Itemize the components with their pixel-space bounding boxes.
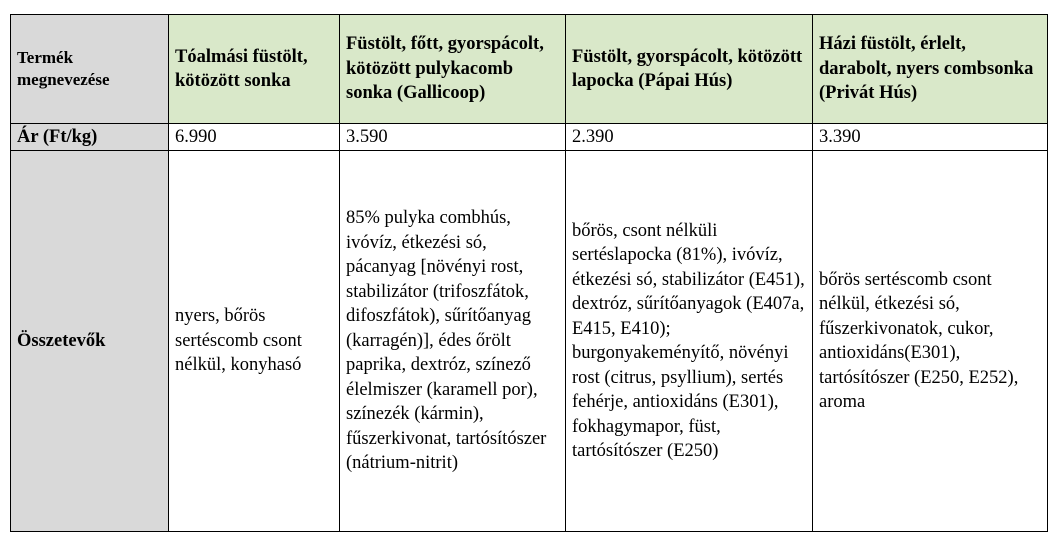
product-comparison-table bbox=[10, 14, 1048, 532]
ingredients-row bbox=[11, 151, 1048, 532]
price-value-1: 6.990 bbox=[169, 124, 340, 151]
ingredients-value-1: nyers, bőrös sertéscomb csont nélkül, konyhasó bbox=[169, 151, 340, 532]
price-value-4: 3.390 bbox=[813, 124, 1048, 151]
ingredients-value-3: bőrös, csont nélküli sertéslapocka (81%), ivóvíz, étkezési só, stabilizátor (E451), dextróz, sűrítőanyagok (E407a, E415, E410); burgonyakeményítő, növényi rost (citrus, psyllium), sertés fehérje, antioxidáns (E301), fokhagymapor, füst, tartósítószer (E250) bbox=[566, 151, 813, 532]
ingredients-value-2: 85% pulyka combhús, ivóvíz, étkezési só, pácanyag [növényi rost, stabilizátor (trifoszfátok, difoszfátok), sűrítőanyag (karragén)], édes őrölt paprika, dextróz, színező élelmiszer (karamell por), színezék (kármin), fűszerkivonat, tartósítószer (nátrium-nitrit) bbox=[340, 151, 566, 532]
ingredients-value-4: bőrös sertéscomb csont nélkül, étkezési só, fűszerkivonatok, cukor, antioxidáns(E301), tartósítószer (E250, E252), aroma bbox=[813, 151, 1048, 532]
product-name-3: Füstölt, gyorspácolt, kötözött lapocka (Pápai Hús) bbox=[566, 15, 813, 124]
product-name-1: Tóalmási füstölt, kötözött sonka bbox=[169, 15, 340, 124]
price-label-cell: Ár (Ft/kg) bbox=[11, 124, 169, 151]
header-label-cell: Termék megnevezése bbox=[11, 15, 169, 124]
header-row bbox=[11, 15, 1048, 124]
price-value-2: 3.590 bbox=[340, 124, 566, 151]
product-name-2: Füstölt, főtt, gyorspácolt, kötözött pulykacomb sonka (Gallicoop) bbox=[340, 15, 566, 124]
ingredients-label-cell: Összetevők bbox=[11, 151, 169, 532]
price-row bbox=[11, 124, 1048, 151]
product-name-4: Házi füstölt, érlelt, darabolt, nyers combsonka (Privát Hús) bbox=[813, 15, 1048, 124]
price-value-3: 2.390 bbox=[566, 124, 813, 151]
